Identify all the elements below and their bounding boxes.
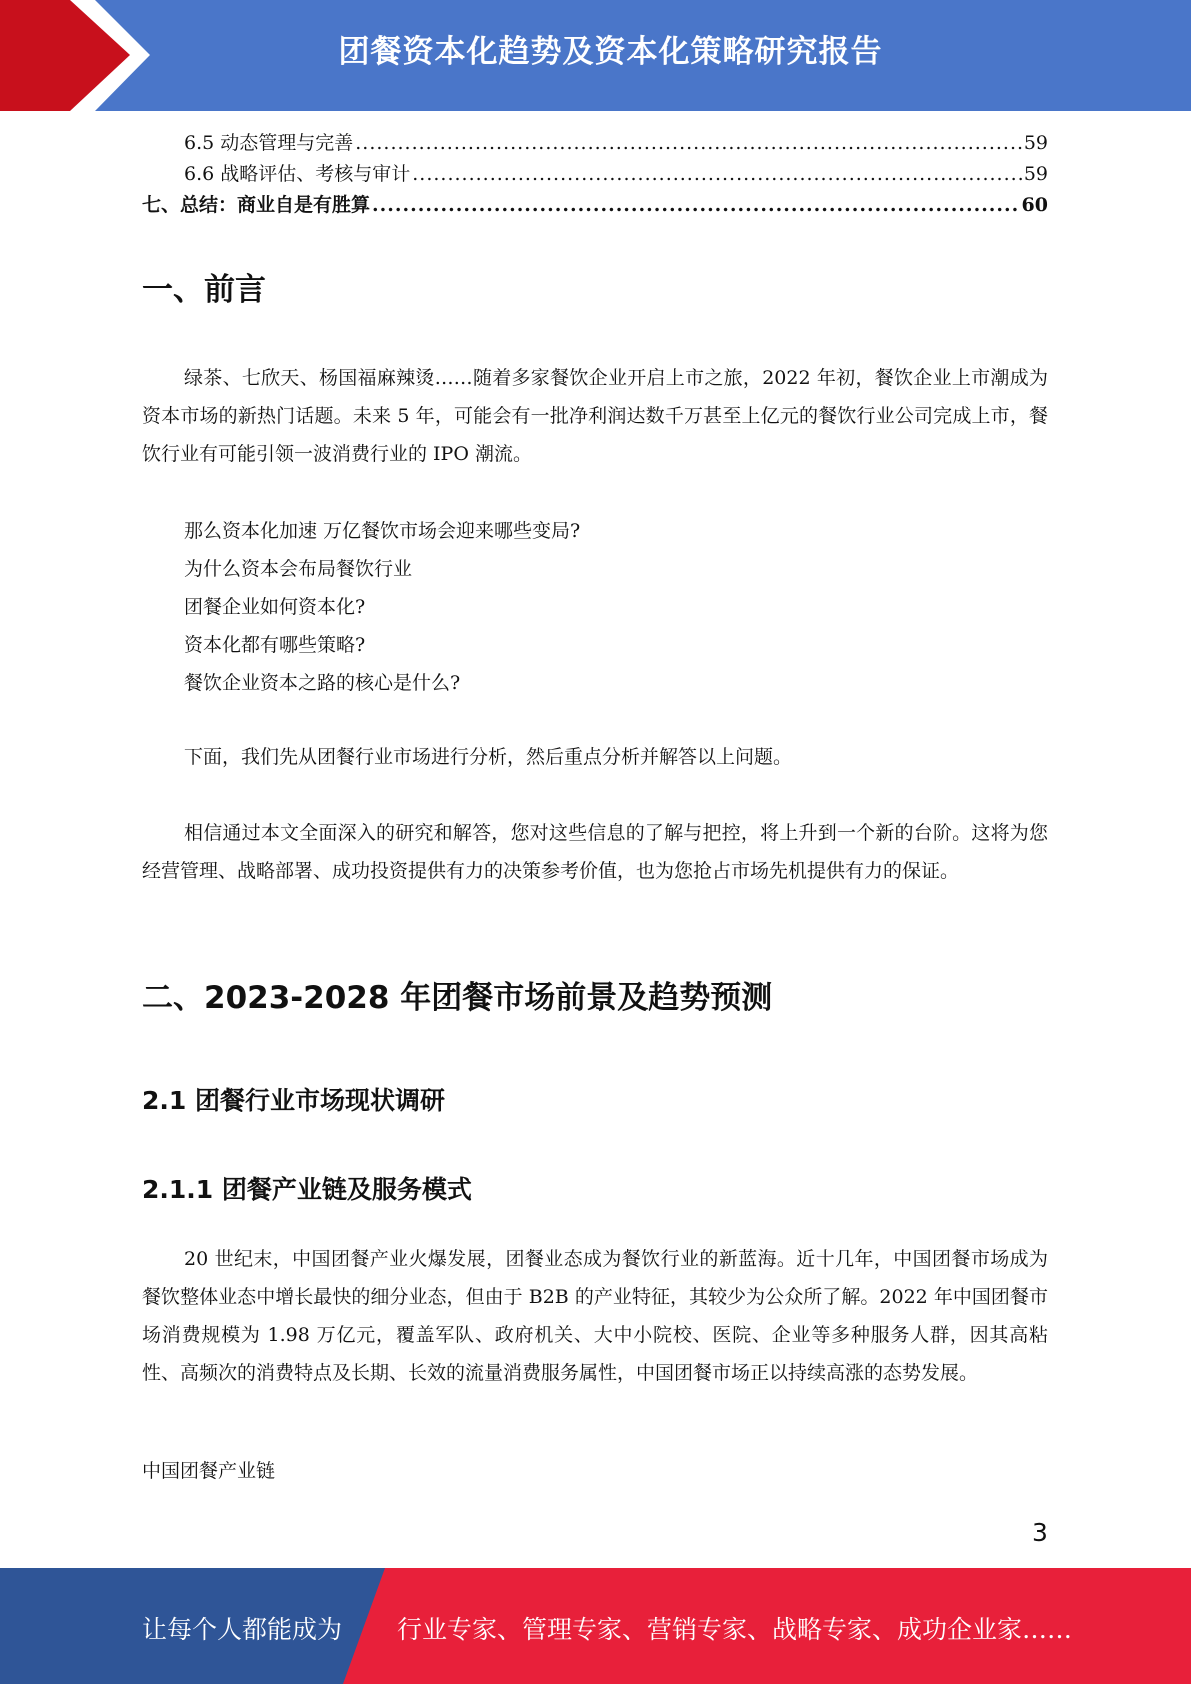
question-item: 餐饮企业资本之路的核心是什么? [184, 672, 461, 694]
preface-paragraph: 绿茶、七欣天、杨国福麻辣烫……随着多家餐饮企业开启上市之旅，2022 年初，餐饮企业上市潮成为资本市场的新热门话题。未来 5 年，可能会有一批净利润达数千万甚至上亿元的餐饮行业公司完成上市，餐饮行业有可能引领一波消费行业的 IPO 潮流。 [142, 367, 1048, 465]
subsubsection-heading: 2.1.1 团餐产业链及服务模式 [142, 1175, 472, 1204]
figure-caption: 中国团餐产业链 [142, 1460, 276, 1482]
intro-paragraph: 下面，我们先从团餐行业市场进行分析，然后重点分析并解答以上问题。 [184, 746, 793, 768]
toc-entry[interactable] [142, 128, 1048, 159]
toc-entry-label: 6.6 战略评估、考核与审计 [184, 163, 411, 185]
page-footer [0, 1568, 1191, 1684]
footer-slogan-left: 让每个人都能成为 [142, 1615, 343, 1644]
toc-entry-page: 59 [1023, 163, 1048, 185]
footer-slogan-right: 行业专家、管理专家、营销专家、战略专家、成功企业家…… [397, 1615, 1073, 1644]
toc-entry[interactable] [142, 159, 1048, 190]
header-title: 团餐资本化趋势及资本化策略研究报告 [338, 34, 883, 70]
question-item: 资本化都有哪些策略? [184, 634, 366, 656]
question-item: 团餐企业如何资本化? [184, 596, 366, 618]
summary-paragraph: 相信通过本文全面深入的研究和解答，您对这些信息的了解与把控，将上升到一个新的台阶。这将为您经营管理、战略部署、成功投资提供有力的决策参考价值，也为您抢占市场先机提供有力的保证。 [142, 822, 1048, 882]
table-of-contents [142, 128, 1048, 221]
section-heading-preface: 一、前言 [142, 272, 266, 308]
toc-entry[interactable] [142, 190, 1048, 221]
toc-entry-page: 60 [1021, 194, 1048, 216]
toc-entry-page: 59 [1023, 132, 1048, 154]
question-item: 那么资本化加速 万亿餐饮市场会迎来哪些变局? [184, 520, 581, 542]
toc-leader-dots [355, 128, 1022, 159]
toc-entry-label: 6.5 动态管理与完善 [184, 132, 354, 154]
section-heading-forecast: 二、2023-2028 年团餐市场前景及趋势预测 [142, 980, 773, 1016]
subsection-heading: 2.1 团餐行业市场现状调研 [142, 1086, 445, 1115]
page-number: 3 [1032, 1518, 1048, 1547]
toc-entry-label: 七、总结：商业自是有胜算 [142, 194, 371, 216]
question-item: 为什么资本会布局餐饮行业 [184, 558, 413, 580]
page-header [0, 0, 1191, 111]
toc-leader-dots [372, 190, 1020, 221]
industry-paragraph: 20 世纪末，中国团餐产业火爆发展，团餐业态成为餐饮行业的新蓝海。近十几年，中国团餐市场成为餐饮整体业态中增长最快的细分业态，但由于 B2B 的产业特征，其较少为公众所了解。2022 年中国团餐市场消费规模为 1.98 万亿元，覆盖军队、政府机关、大中小院校、医院、企业等多种服务人群，因其高粘性、高频次的消费特点及长期、长效的流量消费服务属性，中国团餐市场正以持续高涨的态势发展。 [142, 1248, 1048, 1384]
toc-leader-dots [412, 159, 1022, 190]
question-list [184, 512, 580, 702]
